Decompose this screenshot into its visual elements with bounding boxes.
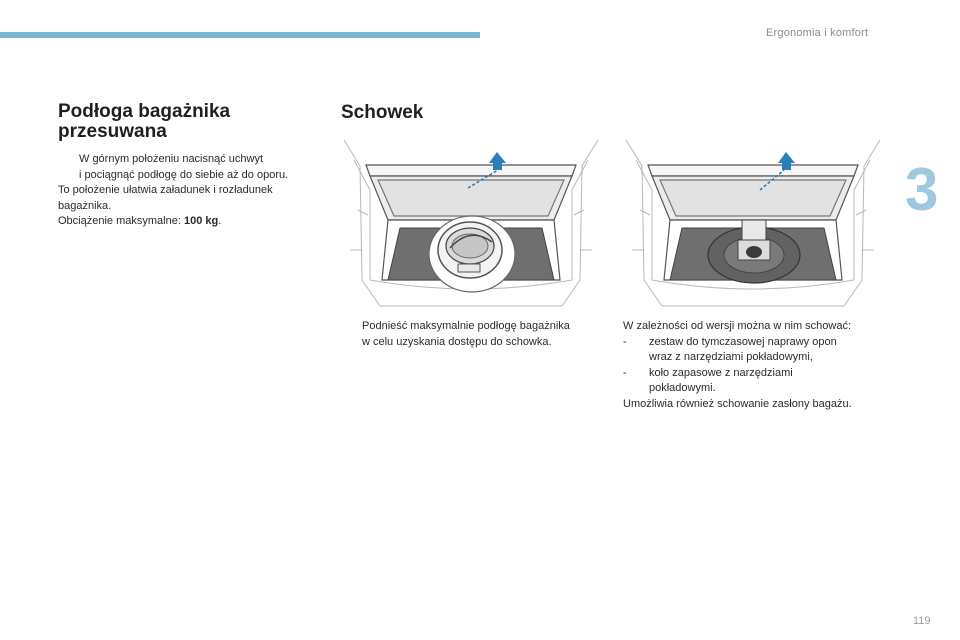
storage-contents xyxy=(623,319,898,412)
chapter-number: 3 xyxy=(905,156,939,223)
storage-bullet xyxy=(341,319,611,350)
item2-line-2: pokładowymi. xyxy=(649,382,716,394)
item2-line-1: koło zapasowe z narzędziami xyxy=(649,366,793,379)
sliding-floor-title-line2: przesuwana xyxy=(58,121,167,142)
para-line-1: To położenie ułatwia załadunek i rozładunek xyxy=(58,184,273,196)
max-load-line xyxy=(58,214,323,230)
storage-intro: W zależności od wersji można w nim schować: xyxy=(623,320,852,332)
sliding-floor-title-line1: Podłoga bagażnika xyxy=(58,101,231,122)
section-header: Ergonomia i komfort xyxy=(766,27,869,39)
storage-bullet-line-1: Podnieść maksymalnie podłogę bagażnika xyxy=(362,320,570,332)
storage-item-repair-kit xyxy=(623,335,898,366)
instruction-bullet xyxy=(58,152,323,183)
sliding-floor-text xyxy=(58,152,323,230)
bullet-line-1: W górnym położeniu nacisnąć uchwyt xyxy=(79,153,264,165)
max-load-label: Obciążenie maksymalne: xyxy=(58,215,184,227)
dash-marker: - xyxy=(623,366,627,379)
trunk-repair-kit-illustration xyxy=(340,130,602,307)
trunk-spare-wheel-illustration xyxy=(622,130,884,307)
item1-line-1: zestaw do tymczasowej naprawy opon xyxy=(649,335,837,348)
header-accent-bar xyxy=(0,32,480,38)
storage-closing: Umożliwia również schowanie zasłony bagażu. xyxy=(623,397,852,410)
para-line-2: bagażnika. xyxy=(58,199,112,212)
sliding-floor-title xyxy=(58,102,308,142)
page-number: 119 xyxy=(913,615,931,627)
storage-item-spare-wheel xyxy=(623,366,898,397)
max-load-suffix: . xyxy=(218,215,222,227)
dash-marker: - xyxy=(623,335,627,348)
bullet-line-2: i pociągnąć podłogę do siebie aż do oporu. xyxy=(79,168,289,181)
storage-instruction xyxy=(341,319,611,350)
storage-title: Schowek xyxy=(341,102,424,123)
storage-bullet-line-2: w celu uzyskania dostępu do schowka. xyxy=(362,335,552,348)
max-load-value: 100 kg xyxy=(183,215,219,227)
item1-line-2: wraz z narzędziami pokładowymi, xyxy=(649,351,813,363)
